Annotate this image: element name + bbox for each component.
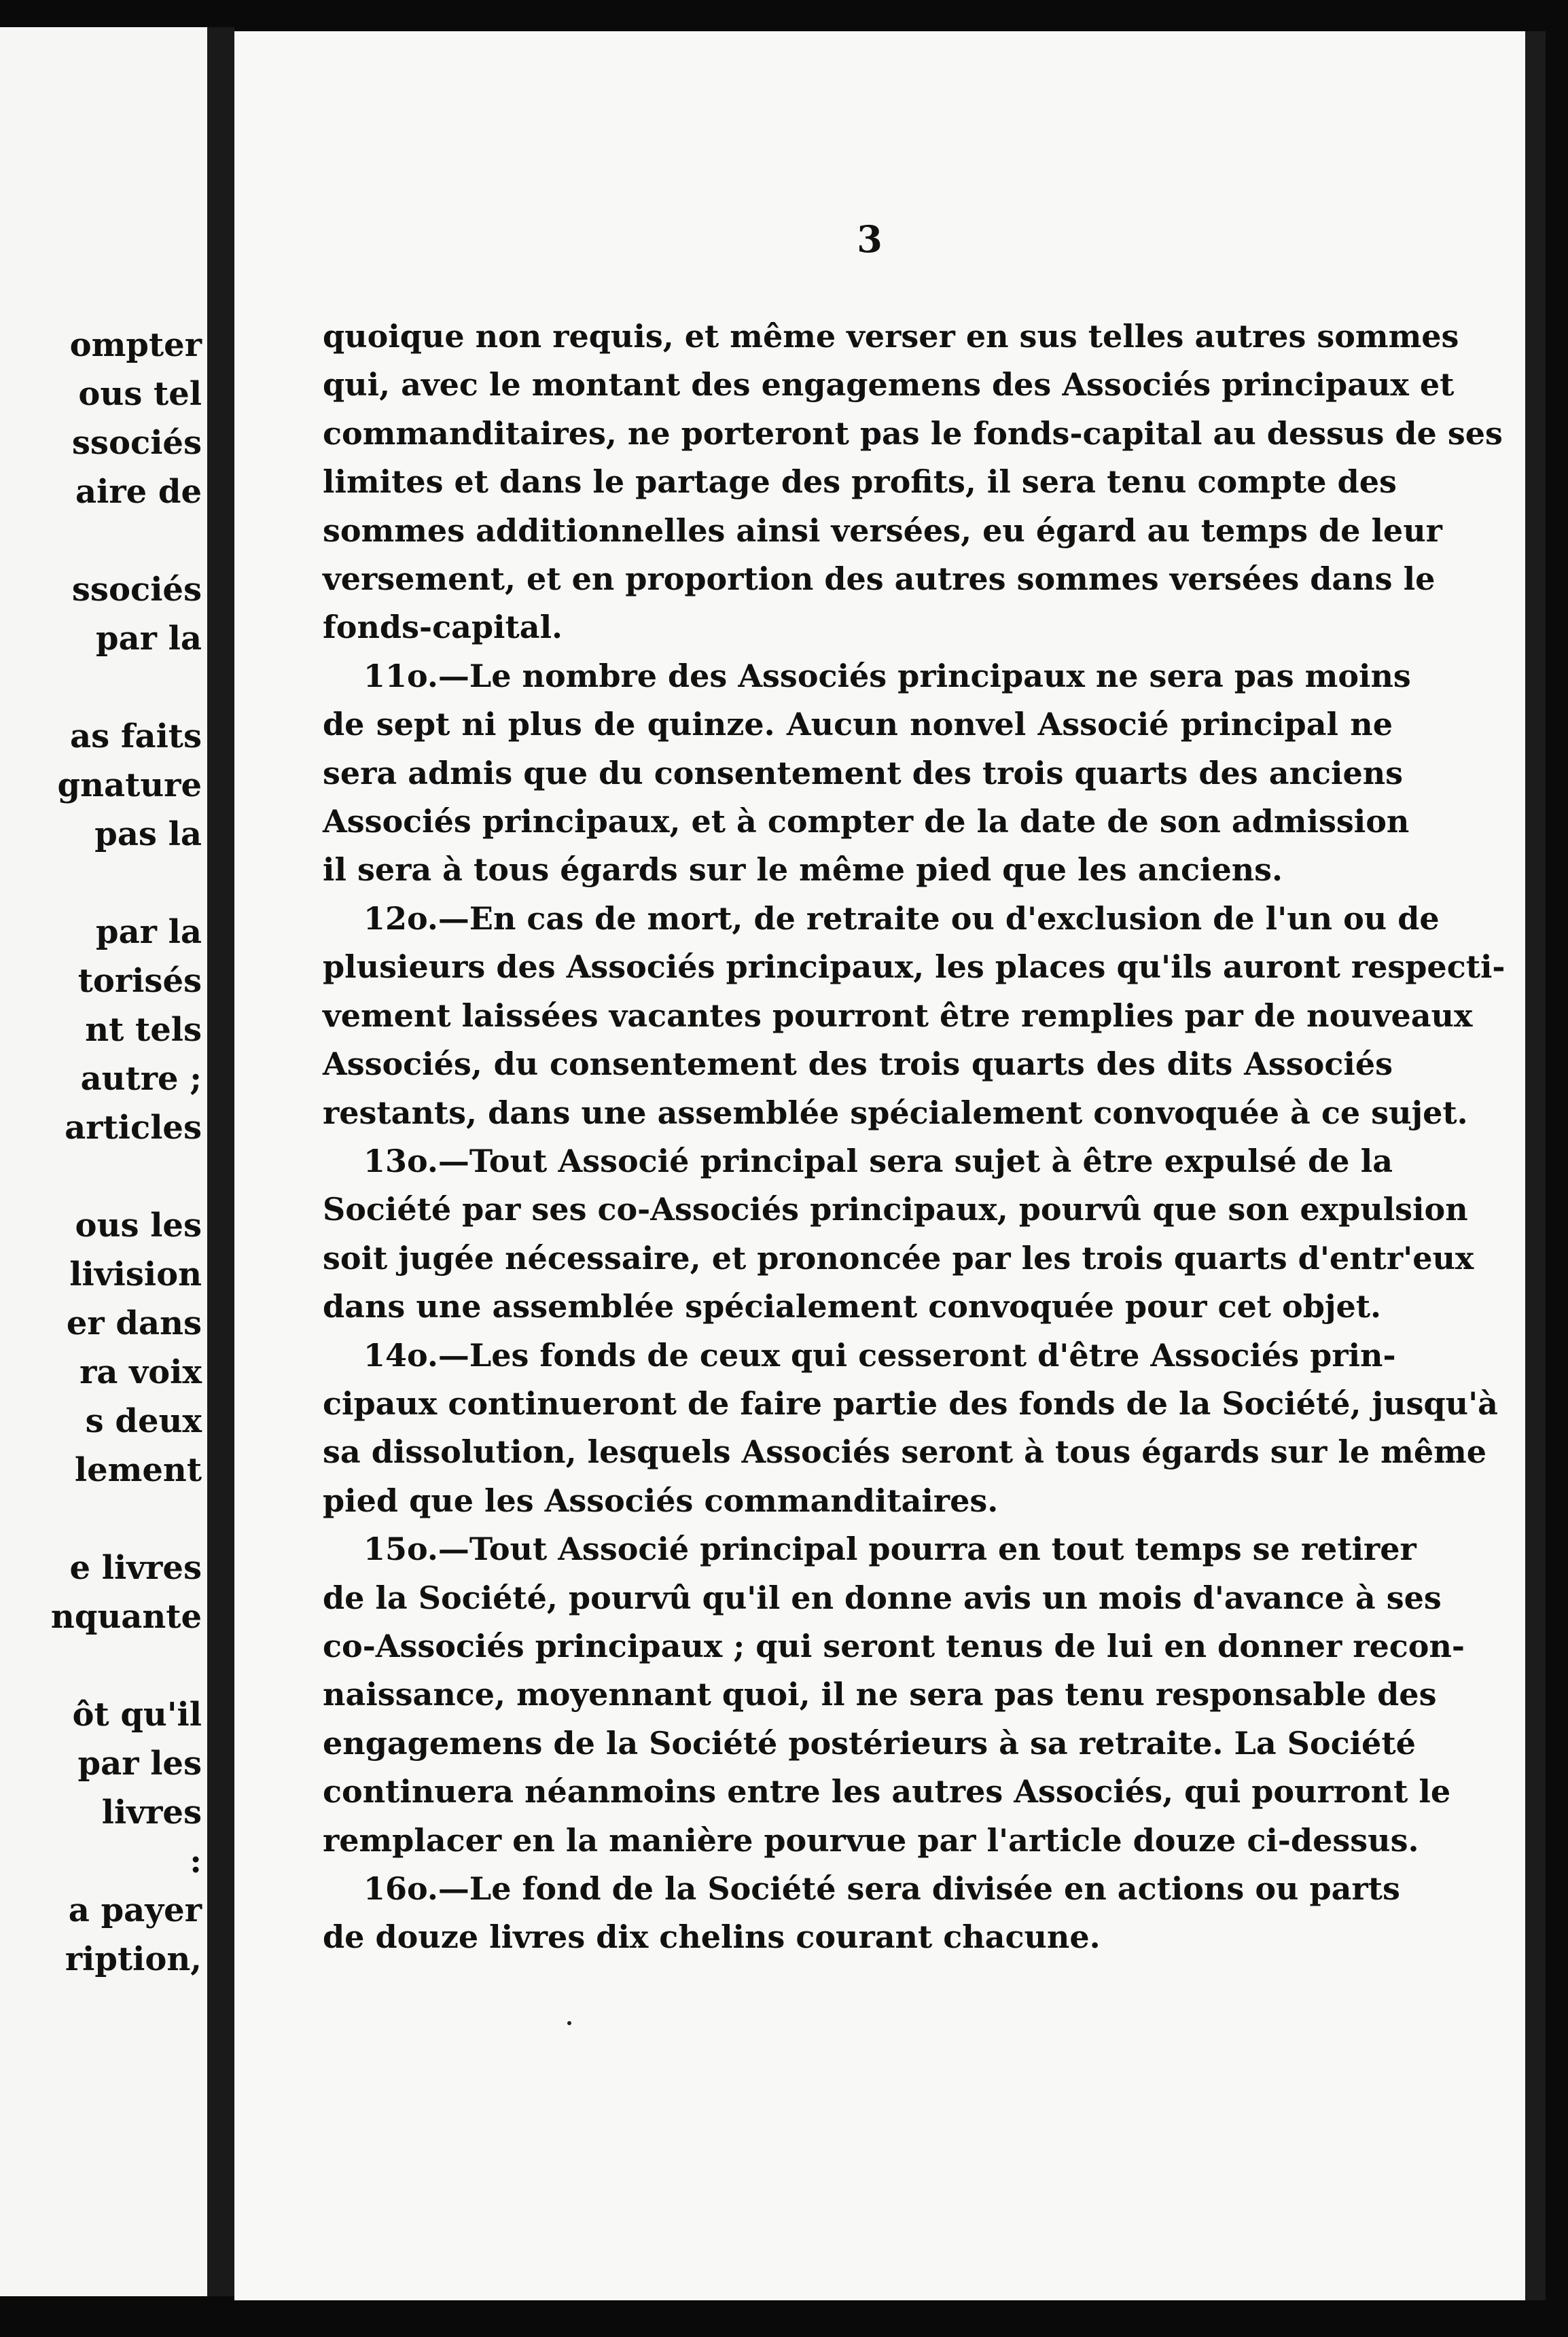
text-line: Société par ses co-Associés principaux, pourvû que son expulsion [323,1191,1468,1228]
text-line: sera admis que du consentement des trois quarts des anciens [323,754,1404,791]
left-page-text-fragment: articles [65,1109,202,1147]
text-line: 15o.—Tout Associé principal pourra en tout temps se retirer [363,1531,1416,1568]
left-page-text-fragment: ompter [69,326,202,364]
left-page-text-fragment: livision [69,1255,202,1294]
text-line: fonds-capital. [323,609,563,646]
left-page-text-fragment: autre ; [80,1060,202,1098]
text-line: qui, avec le montant des engagemens des Associés principaux et [323,366,1455,404]
text-line: limites et dans le partage des profits, il sera tenu compte des [323,463,1397,501]
article-14 [323,1332,1498,1526]
text-line: Associés, du consentement des trois quarts des dits Associés [323,1046,1393,1083]
text-line: sa dissolution, lesquels Associés seront à tous égards sur le même [323,1433,1487,1471]
text-line: il sera à tous égards sur le même pied que les anciens. [323,851,1283,889]
ink-speck [567,2021,571,2025]
article-16 [323,1865,1400,1962]
paragraph-continuation [323,313,1503,652]
article-13 [323,1137,1474,1332]
left-page-text-fragment: gnature [57,766,202,804]
left-page-text-fragment: lement [74,1451,202,1489]
left-page-text-fragment: s deux [85,1402,202,1440]
article-12 [323,895,1505,1137]
left-page-text-fragment: ssociés [71,424,202,462]
text-line: 13o.—Tout Associé principal sera sujet à être expulsé de la [363,1142,1393,1179]
text-line: continuera néanmoins entre les autres Associés, qui pourront le [323,1773,1451,1810]
article-11 [323,652,1411,895]
text-line: de douze livres dix chelins courant chacune. [323,1919,1101,1956]
left-page-text-fragment: ous les [75,1207,202,1245]
text-line: versement, et en proportion des autres sommes versées dans le [323,560,1436,598]
left-page-text-fragment: ous tel [78,375,202,413]
text-line: 14o.—Les fonds de ceux qui cesseront d'être Associés prin- [363,1336,1396,1374]
left-page-text-fragment: torisés [77,962,202,1000]
text-line: naissance, moyennant quoi, il ne sera pas tenu responsable des [323,1676,1437,1713]
text-line: 12o.—En cas de mort, de retraite ou d'exclusion de l'un ou de [363,899,1440,937]
text-line: restants, dans une assemblée spécialement convoquée à ce sujet. [323,1094,1468,1131]
left-page-text-fragment: ra voix [79,1353,202,1391]
text-line: commanditaires, ne porteront pas le fonds-capital au dessus de ses [323,414,1503,452]
left-page-text-fragment: nquante [50,1598,202,1636]
left-page-text-fragment: ôt qu'il [72,1696,202,1734]
text-line: co-Associés principaux ; qui seront tenus de lui en donner recon- [323,1627,1465,1664]
left-page-text-fragment: a payer [68,1891,202,1929]
page-number: 3 [857,217,883,261]
left-page-text-fragment: livres [101,1794,202,1832]
text-line: remplacer en la manière pourvue par l'article douze ci-dessus. [323,1821,1419,1859]
left-page-text-fragment: ssociés [71,571,202,609]
left-page-text-fragment: e livres [69,1549,202,1587]
text-line: soit jugée nécessaire, et prononcée par les trois quarts d'entr'eux [323,1239,1474,1277]
left-page-text-fragment: pas la [94,815,202,853]
left-page-text-fragment: par la [96,620,202,658]
text-line: quoique non requis, et même verser en sus telles autres sommes [323,318,1459,355]
page-body-text [323,313,1505,1962]
left-page-text-fragment: ription, [65,1940,202,1978]
text-line: pied que les Associés commanditaires. [323,1482,999,1519]
left-facing-page [0,27,207,2296]
left-page-text-fragment: nt tels [85,1011,202,1049]
text-line: 16o.—Le fond de la Société sera divisée en actions ou parts [363,1870,1400,1907]
text-line: engagemens de la Société postérieurs à sa retraite. La Société [323,1724,1416,1762]
left-page-text-fragment: aire de [75,473,202,511]
binding-gutter [207,27,234,2296]
article-15 [323,1525,1465,1865]
text-line: 11o.—Le nombre des Associés principaux ne sera pas moins [363,657,1411,694]
text-line: sommes additionnelles ainsi versées, eu égard au temps de leur [323,512,1442,549]
text-line: de sept ni plus de quinze. Aucun nonvel Associé principal ne [323,706,1393,743]
text-line: dans une assemblée spécialement convoquée pour cet objet. [323,1288,1382,1325]
left-page-text-fragment: par la [96,913,202,951]
text-line: de la Société, pourvû qu'il en donne avis un mois d'avance à ses [323,1579,1442,1616]
page-edge-shadow [1525,31,1546,2300]
text-line: Associés principaux, et à compter de la date de son admission [323,803,1410,840]
left-page-text-fragment: : [190,1842,202,1880]
text-line: vement laissées vacantes pourront être remplies par de nouveaux [323,997,1473,1034]
text-line: cipaux continueront de faire partie des fonds de la Société, jusqu'à [323,1385,1498,1422]
text-line: plusieurs des Associés principaux, les places qu'ils auront respecti- [323,948,1505,986]
left-page-text-fragment: par les [77,1745,202,1783]
left-page-text-fragment: as faits [69,717,202,755]
left-page-text-fragment: er dans [66,1304,202,1342]
